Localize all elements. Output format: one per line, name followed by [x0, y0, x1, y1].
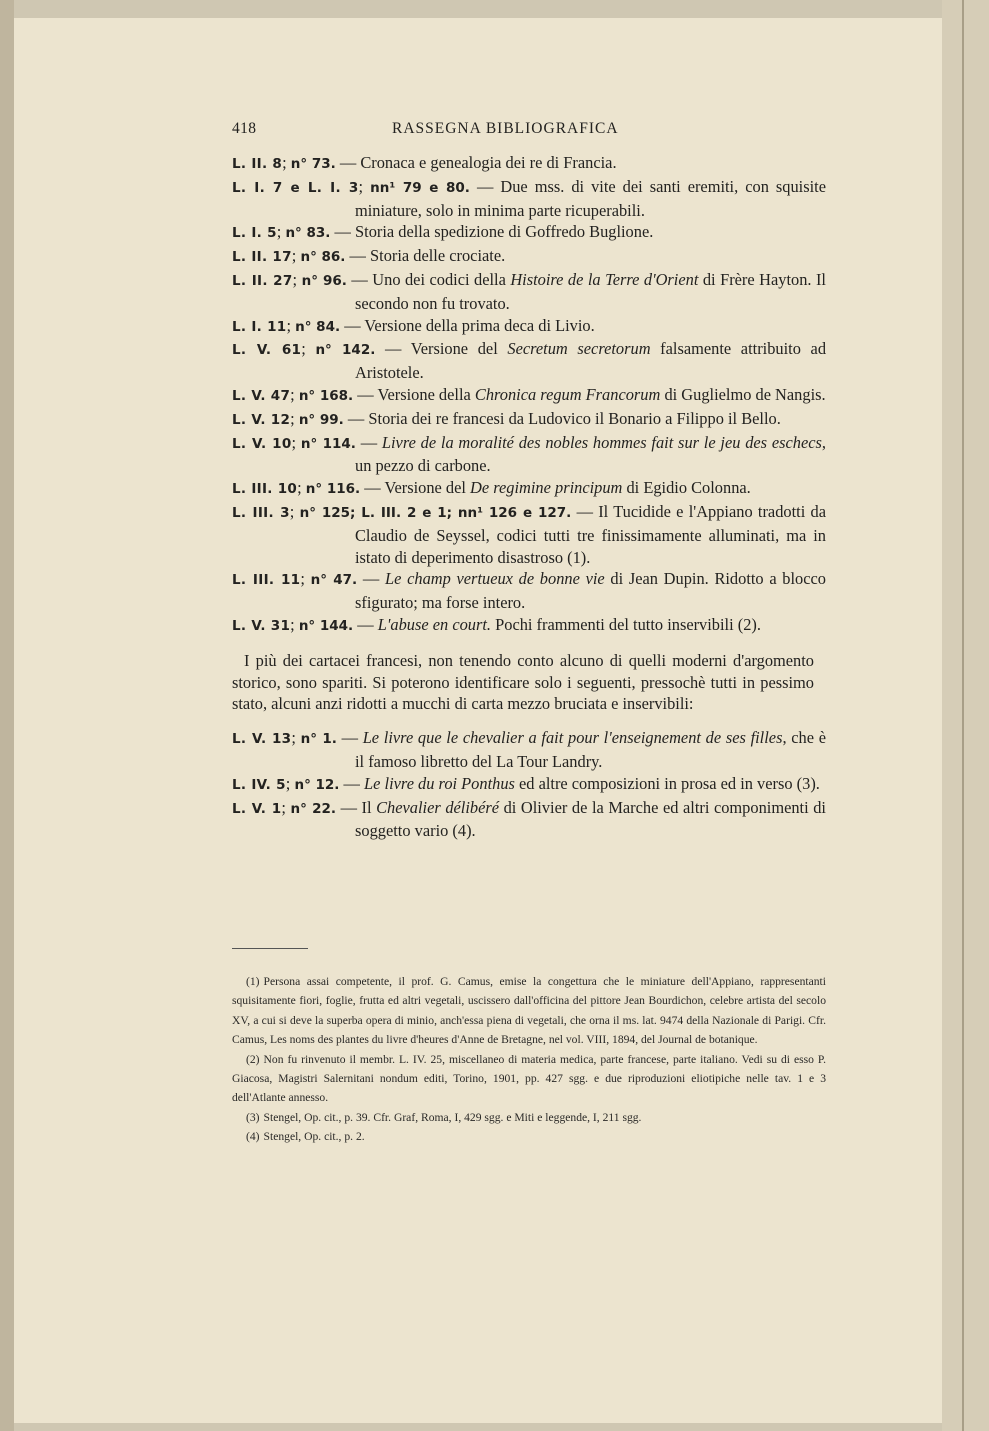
list-item: L. I. 5; n° 83. — Storia della spedizione di Goffredo Buglione. [232, 222, 654, 242]
list-item: L. V. 13; n° 1. — Le livre que le chevalier a fait pour l'enseignement de ses filles, che è il famoso libretto del La Tour Landry. [232, 728, 826, 771]
entry-description: — Cronaca e genealogia dei re di Francia. [339, 153, 617, 172]
entry-description-tail: ed altre composizioni in prosa ed in verso (3). [514, 773, 820, 793]
entry-description-tail: , un pezzo di carbone. [355, 432, 826, 476]
manuscript-list-parchment [232, 152, 826, 638]
list-item: L. I. 11; n° 84. — Versione della prima deca di Livio. [232, 315, 595, 335]
entry-description: — Versione del [364, 478, 471, 498]
item-number: n° 73. [290, 156, 336, 172]
list-item: L. V. 61; n° 142. — Versione del Secretum secretorum falsamente attribuito ad Aristotele. [232, 339, 827, 383]
shelf-mark: L. II. 8 [232, 156, 283, 172]
entry-description: — Il [340, 797, 377, 817]
entry-description-tail: , che è il famoso libretto del La Tour Landry. [355, 728, 826, 771]
list-item: L. V. 1; n° 22. — Il Chevalier délibéré di Olivier de la Marche ed altri componimenti di soggetto vario (4). [232, 797, 826, 841]
footnote-label: (2) [246, 1052, 260, 1066]
entry-description-tail: di Guglielmo de Nangis. [660, 384, 826, 404]
work-title: Livre de la moralité des nobles hommes fait sur le jeu des eschecs [381, 432, 822, 452]
shelf-mark: L. V. 47 [232, 387, 291, 404]
work-title: Le champ vertueux de bonne vie [385, 569, 605, 589]
work-title: Le livre du roi Ponthus [364, 773, 515, 793]
body-paragraph: I più dei cartacei francesi, non tenendo conto alcuno di quelli moderni d'argomento storico, sono spariti. Si poterono identificare solo i seguenti, pressochè tutti in pessimo stato, alcuni anzi ridotti a mucchi di carta mezzo bruciata e inservibili: [232, 650, 814, 714]
footnote [232, 1108, 826, 1127]
item-number: n° 86. [300, 249, 346, 266]
list-item: L. II. 17; n° 86. — Storia delle crociate. [232, 246, 506, 266]
item-number: n° 84. [295, 318, 341, 335]
entry-description: — Uno dei codici della [351, 269, 511, 289]
item-number: n° 12. [294, 776, 340, 793]
list-item: L. III. 10; n° 116. — Versione del De regimine principum di Egidio Colonna. [232, 478, 751, 498]
item-number: nn¹ 79 e 80. [370, 179, 470, 196]
item-number: n° 96. [301, 272, 347, 289]
item-number: n° 168. [298, 387, 354, 404]
list-item: L. I. 7 e L. I. 3; nn¹ 79 e 80. — Due mss. di vite dei santi eremiti, con squisite miniature, solo in minima parte ricuperabili. [232, 176, 826, 220]
manuscript-list-paper [232, 727, 826, 842]
work-title: Chevalier délibéré [376, 797, 500, 817]
work-title: Chronica regum Francorum [474, 384, 661, 404]
shelf-mark: L. V. 31 [232, 617, 291, 634]
work-title: De regimine principum [470, 478, 623, 498]
running-title: RASSEGNA BIBLIOGRAFICA [392, 120, 619, 137]
footnote-label: (3) [246, 1110, 260, 1124]
shelf-mark: L. III. 3 [232, 504, 290, 521]
entry-description: — [360, 432, 382, 452]
item-number: n° 1. [300, 731, 337, 748]
list-item: L. V. 47; n° 168. — Versione della Chronica regum Francorum di Guglielmo de Nangis. [232, 384, 826, 404]
item-number: n° 125; L. III. 2 e 1; nn¹ 126 e 127. [299, 504, 572, 521]
list-item: L. III. 3; n° 125; L. III. 2 e 1; nn¹ 126 e 127. — Il Tucidide e l'Appiano tradotti da Claudio de Seyssel, codici tutti tre finissimamente alluminati, ma in istato di deperimento disastroso (1). [232, 501, 826, 567]
work-title: Le livre que le chevalier a fait pour l'enseignement de ses filles [362, 728, 783, 748]
item-number: n° 116. [305, 481, 361, 498]
shelf-mark: L. V. 61 [232, 342, 302, 359]
shelf-mark: L. III. 10 [232, 481, 298, 498]
item-number: n° 47. [310, 572, 358, 589]
shelf-mark: L. I. 11 [232, 318, 287, 335]
item-number: n° 142. [315, 342, 376, 359]
list-item: L. II. 27; n° 96. — Uno dei codici della Histoire de la Terre d'Orient di Frère Hayton. Il secondo non fu trovato. [232, 269, 826, 313]
running-header [232, 118, 826, 152]
shelf-mark: L. I. 5 [232, 225, 277, 242]
shelf-mark: L. II. 27 [232, 272, 293, 289]
entry-description: — [343, 773, 365, 793]
footnote-label: (1) [246, 975, 260, 988]
shelf-mark: L. V. 10 [232, 435, 292, 452]
footnote [232, 1127, 826, 1146]
entry-description-tail: di Jean Dupin. Ridotto a blocco sfigurato; ma forse intero. [355, 569, 826, 613]
footnote-label: (4) [246, 1130, 260, 1144]
shelf-mark: L. V. 1 [232, 800, 282, 817]
entry-description: — Due mss. di vite dei santi eremiti, con squisite miniature, solo in minima parte ricuperabili. [355, 176, 826, 220]
footnote-text: Non fu rinvenuto il membr. L. IV. 25, miscellaneo di materia medica, parte francese, parte italiano. Vedi su di esso P. Giacosa, Magistri Salernitani nondum editi, Torino, 1901, pp. 427 sgg. e due riproduzioni eliotipiche nelle tav. 1 e 3 dell'Atlante annesso. [232, 1052, 826, 1105]
entry-description: — [341, 728, 363, 748]
entry-description-tail: di Olivier de la Marche ed altri componimenti di soggetto vario (4). [355, 797, 826, 841]
list-item: L. V. 31; n° 144. — L'abuse en court. Pochi frammenti del tutto inservibili (2). [232, 614, 761, 634]
entry-description-tail: falsamente attribuito ad Aristotele. [355, 339, 827, 383]
entry-description: — Versione del [385, 339, 508, 359]
entry-description: — [362, 569, 386, 589]
footnote-rule [232, 948, 308, 949]
shelf-mark: L. III. 11 [232, 572, 301, 589]
item-number: n° 22. [290, 800, 336, 817]
list-item: L. II. 8; n° 73. — Cronaca e genealogia dei re di Francia. [232, 153, 617, 172]
entry-description-tail: Pochi frammenti del tutto inservibili (2). [491, 614, 761, 634]
shelf-mark: L. II. 17 [232, 249, 292, 266]
entry-description-tail: di Egidio Colonna. [622, 478, 751, 498]
entry-description: — Versione della prima deca di Livio. [344, 315, 595, 335]
next-page-edge [942, 0, 989, 1431]
footnote [232, 1050, 826, 1108]
list-item: L. III. 11; n° 47. — Le champ vertueux de bonne vie di Jean Dupin. Ridotto a blocco sfigurato; ma forse intero. [232, 569, 826, 613]
entry-description: — Il Tucidide e l'Appiano tradotti da Claudio de Seyssel, codici tutti tre finissimamente alluminati, ma in istato di deperimento disastroso (1). [355, 501, 826, 567]
entry-description: — Storia delle crociate. [349, 246, 506, 266]
item-number: n° 114. [300, 435, 356, 452]
shelf-mark: L. V. 12 [232, 411, 291, 428]
entry-description: — Storia della spedizione di Goffredo Buglione. [334, 222, 654, 242]
item-number: n° 99. [298, 411, 344, 428]
page-edge-left [0, 0, 14, 1431]
page-number: 418 [232, 120, 257, 137]
entry-description: — Versione della [357, 384, 475, 404]
work-title: Histoire de la Terre d'Orient [510, 269, 699, 289]
item-number: n° 83. [285, 225, 331, 242]
item-number: n° 144. [298, 617, 354, 634]
page-body [232, 118, 826, 842]
shelf-mark: L. IV. 5 [232, 776, 286, 793]
footnotes [232, 972, 826, 1147]
footnote [232, 972, 826, 1050]
entry-description: — Storia dei re francesi da Ludovico il Bonario a Filippo il Bello. [347, 408, 781, 428]
list-item: L. V. 12; n° 99. — Storia dei re francesi da Ludovico il Bonario a Filippo il Bello. [232, 408, 781, 428]
list-item: L. IV. 5; n° 12. — Le livre du roi Ponthus ed altre composizioni in prosa ed in verso (3). [232, 773, 820, 793]
shelf-mark: L. I. 7 e L. I. 3 [232, 179, 359, 196]
footnote-text: Stengel, Op. cit., p. 39. Cfr. Graf, Roma, I, 429 sgg. e Miti e leggende, I, 211 sgg. [263, 1110, 642, 1124]
list-item: L. V. 10; n° 114. — Livre de la moralité des nobles hommes fait sur le jeu des eschecs, un pezzo di carbone. [232, 432, 826, 476]
footnote-text: Persona assai competente, il prof. G. Camus, emise la congettura che le miniature dell'Appiano, rappresentanti squisitamente fiori, foglie, frutta ed altri vegetali, uscissero dall'officina del pittore Jean Bourdichon, celebre artista del secolo XV, a cui si deve la superba opera di minio, anch'essa piena di vegetali, che orna il ms. lat. 9474 della Nazionale di Parigi. Cfr. Camus, Les noms des plantes du livre d'heures d'Anne de Bretagne, nel vol. VIII, 1894, del Journal de botanique. [232, 975, 826, 1047]
work-title: L'abuse en court. [377, 614, 492, 634]
footnote-text: Stengel, Op. cit., p. 2. [263, 1130, 365, 1144]
entry-description-tail: di Frère Hayton. Il secondo non fu trovato. [355, 269, 826, 313]
entry-description: — [357, 614, 378, 634]
work-title: Secretum secretorum [507, 339, 651, 359]
shelf-mark: L. V. 13 [232, 731, 292, 748]
